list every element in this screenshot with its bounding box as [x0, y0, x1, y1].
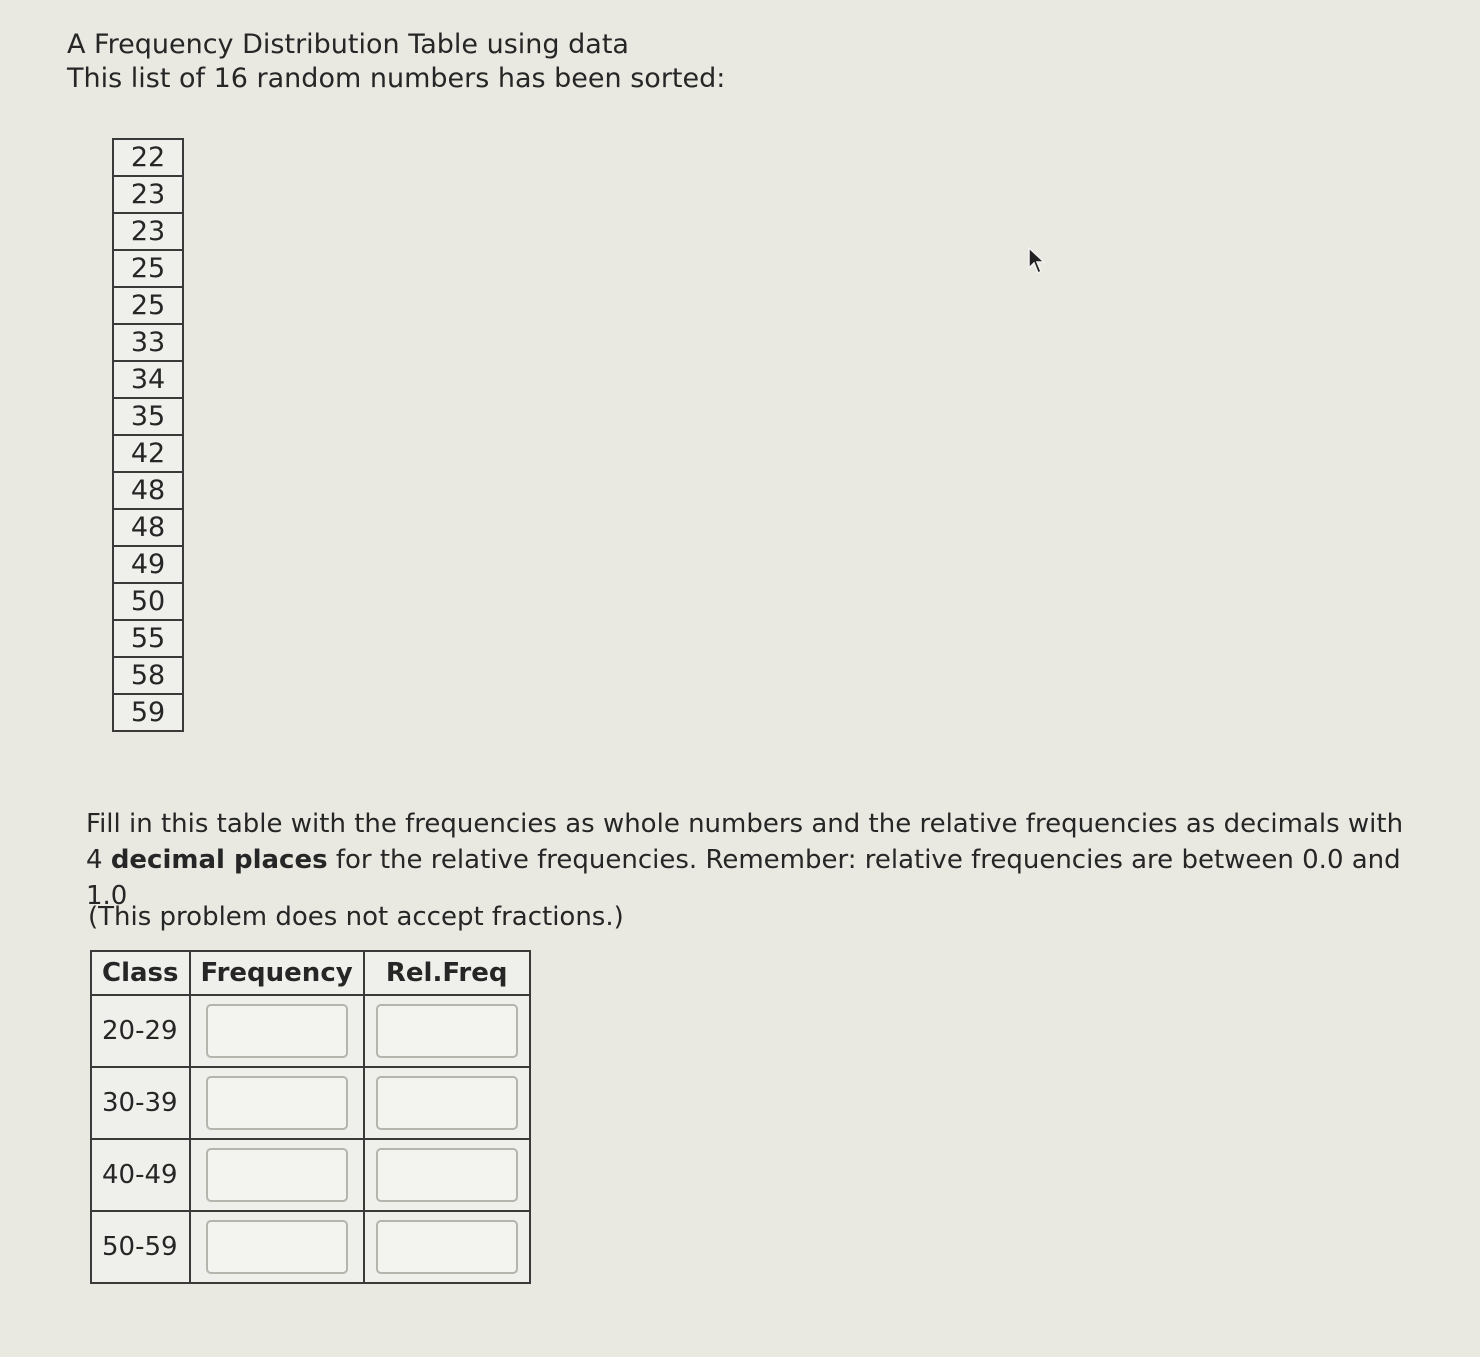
rel-freq-input-20-29[interactable]	[376, 1004, 518, 1058]
class-label: 20-29	[91, 995, 190, 1067]
number-cell: 23	[113, 213, 183, 250]
list-item	[113, 546, 183, 583]
list-item	[113, 213, 183, 250]
frequency-table	[90, 950, 531, 1284]
rel-freq-input-50-59[interactable]	[376, 1220, 518, 1274]
number-cell: 22	[113, 139, 183, 176]
list-item	[113, 287, 183, 324]
number-cell: 55	[113, 620, 183, 657]
note-text: (This problem does not accept fractions.)	[88, 902, 624, 932]
number-cell: 25	[113, 287, 183, 324]
page-subtitle: This list of 16 random numbers has been sorted:	[67, 63, 726, 94]
table-row	[91, 1211, 530, 1283]
number-cell: 25	[113, 250, 183, 287]
sorted-numbers-table	[112, 138, 184, 732]
table-row	[91, 1067, 530, 1139]
header-frequency: Frequency	[190, 951, 364, 995]
rel-freq-input-40-49[interactable]	[376, 1148, 518, 1202]
list-item	[113, 472, 183, 509]
list-item	[113, 176, 183, 213]
number-cell: 58	[113, 657, 183, 694]
frequency-input-40-49[interactable]	[206, 1148, 348, 1202]
instructions-text: Fill in this table with the frequencies as whole numbers and the relative frequencies as decimals with 4 decimal places for the relative frequencies. Remember: relative frequencies are between 0.0 and 1.0	[86, 809, 1404, 911]
number-cell: 33	[113, 324, 183, 361]
mouse-pointer-icon	[1027, 246, 1047, 280]
frequency-input-30-39[interactable]	[206, 1076, 348, 1130]
list-item	[113, 324, 183, 361]
number-cell: 48	[113, 509, 183, 546]
table-header-row	[91, 951, 530, 995]
list-item	[113, 583, 183, 620]
number-cell: 48	[113, 472, 183, 509]
list-item	[113, 435, 183, 472]
instructions-bold: decimal places	[110, 845, 328, 875]
number-cell: 23	[113, 176, 183, 213]
frequency-input-50-59[interactable]	[206, 1220, 348, 1274]
frequency-input-20-29[interactable]	[206, 1004, 348, 1058]
header-class: Class	[91, 951, 190, 995]
table-row	[91, 1139, 530, 1211]
number-cell: 50	[113, 583, 183, 620]
list-item	[113, 694, 183, 731]
number-cell: 59	[113, 694, 183, 731]
number-cell: 34	[113, 361, 183, 398]
class-label: 30-39	[91, 1067, 190, 1139]
class-label: 40-49	[91, 1139, 190, 1211]
header-rel-freq: Rel.Freq	[364, 951, 530, 995]
page-title: A Frequency Distribution Table using data	[67, 29, 629, 60]
list-item	[113, 361, 183, 398]
class-label: 50-59	[91, 1211, 190, 1283]
number-cell: 35	[113, 398, 183, 435]
list-item	[113, 620, 183, 657]
list-item	[113, 139, 183, 176]
rel-freq-input-30-39[interactable]	[376, 1076, 518, 1130]
page-header	[67, 28, 725, 96]
list-item	[113, 398, 183, 435]
table-row	[91, 995, 530, 1067]
list-item	[113, 657, 183, 694]
list-item	[113, 509, 183, 546]
number-cell: 49	[113, 546, 183, 583]
number-cell: 42	[113, 435, 183, 472]
list-item	[113, 250, 183, 287]
